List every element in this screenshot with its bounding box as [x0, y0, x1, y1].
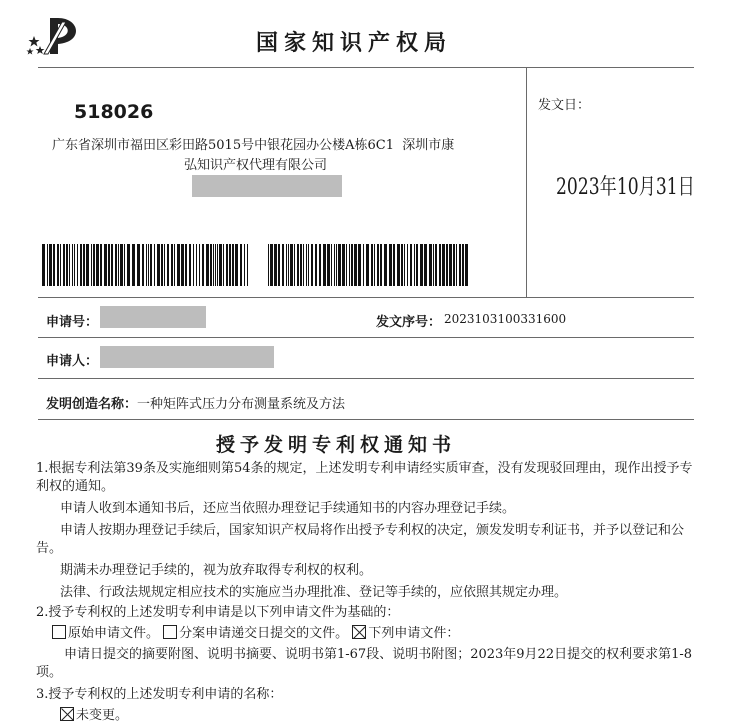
- name-options-row: [60, 707, 128, 725]
- notice-title: 授予发明专利权通知书: [216, 434, 457, 456]
- address-line-2: 弘知识产权代理有限公司: [184, 158, 328, 173]
- checkbox-original-docs[interactable]: [52, 625, 66, 639]
- paragraph-7: [36, 646, 700, 682]
- issue-date: 2023年10月31日: [556, 175, 695, 200]
- rule-after-application-no: [38, 337, 694, 338]
- paragraph-8: 3.授予专利权的上述发明专利申请的名称：: [36, 687, 283, 702]
- barcode-right: [268, 244, 468, 286]
- application-no-label: 申请号：: [46, 315, 99, 330]
- checkbox-divisional-docs[interactable]: [163, 625, 177, 639]
- paragraph-5: 法律、行政法规规定相应技术的实施应当办理批准、登记等手续的，应依照其规定办理。: [60, 585, 568, 600]
- redacted-application-no: [100, 306, 206, 328]
- option-unchanged: 未变更。: [76, 708, 129, 723]
- checkbox-unchanged[interactable]: [60, 707, 74, 721]
- paragraph-1: 1.根据专利法第39条及实施细则第54条的规定，上述发明专利申请经实质审查，没有发现驳回理由，现作出授予专利权的通知。: [36, 461, 693, 494]
- checkbox-following-docs[interactable]: [352, 625, 366, 639]
- date-column-divider: [526, 67, 527, 297]
- invention-name-row: [46, 393, 345, 412]
- issue-serial-value: 2023103100331600: [444, 312, 567, 326]
- cnipa-logo: [22, 14, 88, 58]
- basis-options-row: [52, 625, 459, 643]
- paragraph-3: [36, 522, 700, 558]
- postal-code: 518026: [74, 101, 154, 123]
- redacted-applicant: [100, 346, 274, 368]
- paragraph-4: 期满未办理登记手续的，视为放弃取得专利权的权利。: [60, 563, 373, 578]
- address-line-1: 广东省深圳市福田区彩田路5015号中银花园办公楼A栋6C1 深圳市康: [52, 138, 455, 153]
- paragraph-6: 2.授予专利权的上述发明专利申请是以下列申请文件为基础的：: [36, 605, 400, 620]
- header-rule: [38, 67, 694, 68]
- option-following-docs: 下列申请文件：: [368, 626, 460, 641]
- rule-after-applicant: [38, 378, 694, 379]
- paragraph-2: 申请人收到本通知书后，还应当依照办理登记手续通知书的内容办理登记手续。: [60, 501, 516, 516]
- issue-serial-label: 发文序号：: [376, 315, 442, 330]
- applicant-label: 申请人：: [46, 354, 99, 369]
- paragraph-3-text: 申请人按期办理登记手续后，国家知识产权局将作出授予专利权的决定，颁发发明专利证书，并予以登记和公告。: [36, 523, 685, 556]
- agency-name: 国家知识产权局: [256, 31, 453, 56]
- option-original-docs: 原始申请文件。: [68, 626, 160, 641]
- invention-name-value: 一种矩阵式压力分布测量系统及方法: [137, 397, 346, 412]
- invention-name-label: 发明创造名称：: [46, 397, 138, 412]
- issue-date-label: 发文日：: [538, 98, 591, 113]
- option-divisional-docs: 分案申请递交日提交的文件。: [179, 626, 349, 641]
- rule-after-invention-name: [38, 419, 694, 420]
- address-block-bottom-rule: [38, 297, 694, 298]
- redacted-recipient: [192, 175, 342, 197]
- paragraph-7-text: 申请日提交的摘要附图、说明书摘要、说明书第1-67段、说明书附图；2023年9月22日提交的权利要求第1-8项。: [36, 647, 693, 680]
- barcode-left: [42, 244, 248, 286]
